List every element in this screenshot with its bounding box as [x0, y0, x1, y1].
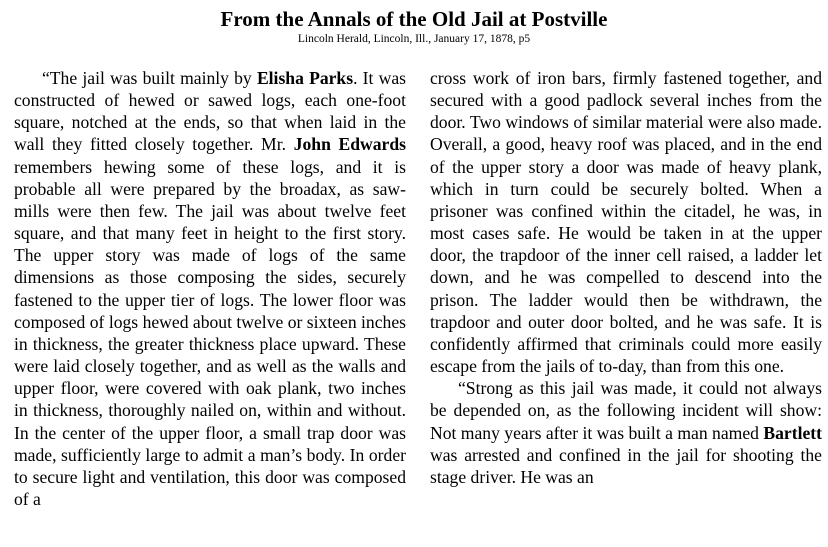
document-title: From the Annals of the Old Jail at Postville [220, 7, 608, 31]
paragraph-1-continued [430, 67, 822, 377]
paragraph-1 [14, 67, 406, 510]
right-column [430, 67, 822, 488]
name-john-edwards: John Edwards [293, 134, 407, 155]
p2-text-1: “Strong as this jail was made, it could not always be depended on, as the following incident will show: Not many years after it was built a man named [430, 378, 822, 443]
left-column [14, 67, 406, 510]
p1-text-2: . It was constructed of hewed or sawed logs, each one-foot square, notched at the ends, so that when laid in the wall they fitted closely together. Mr. [14, 68, 406, 155]
p1-text-1: “The jail was built mainly by [42, 68, 257, 88]
p2-text-2: was arrested and confined in the jail for shooting the stage driver. He was an [430, 444, 822, 487]
paragraph-2 [430, 377, 822, 488]
document-subtitle: Lincoln Herald, Lincoln, Ill., January 17, 1878, p5 [297, 33, 531, 45]
p1-text-4: cross work of iron bars, firmly fastened together, and secured with a good padlock several inches from the door. Two windows of similar material were also made. Overall, a good, heavy roof was placed, and in the end of the upper story a door was made of heavy plank, which in turn could be securely bolted. When a prisoner was confined within the citadel, he was, in most cases safe. He would be taken in at the upper door, the trapdoor of the inner cell raised, a ladder let down, and he was compelled to descend into the prison. The ladder would then be withdrawn, the trapdoor and outer door bolted, and he was safe. It is confidently affirmed that criminals could more easily escape from the jails of to-day, than from this one. [430, 68, 822, 377]
name-bartlett: Bartlett [763, 422, 822, 443]
name-elisha-parks: Elisha Parks [256, 68, 354, 88]
p1-text-3: remembers hewing some of these logs, and it is probable all were prepared by the broadax, as saw-mills were then few. The jail was about twelve feet square, and that many feet in height to the first story. The upper story was made of logs of the same dimensions as those composing the sides, securely fastened to the upper tier of logs. The lower floor was composed of logs hewed about twelve or sixteen inches in thickness, the greater thickness place upward. These were laid closely together, and as well as the walls and upper floor, were covered with oak plank, two inches in thickness, thoroughly nailed on, within and without. In the center of the upper floor, a small trap door was made, sufficiently large to admit a man’s body. In order to secure light and ventilation, this door was composed of a [14, 156, 406, 509]
